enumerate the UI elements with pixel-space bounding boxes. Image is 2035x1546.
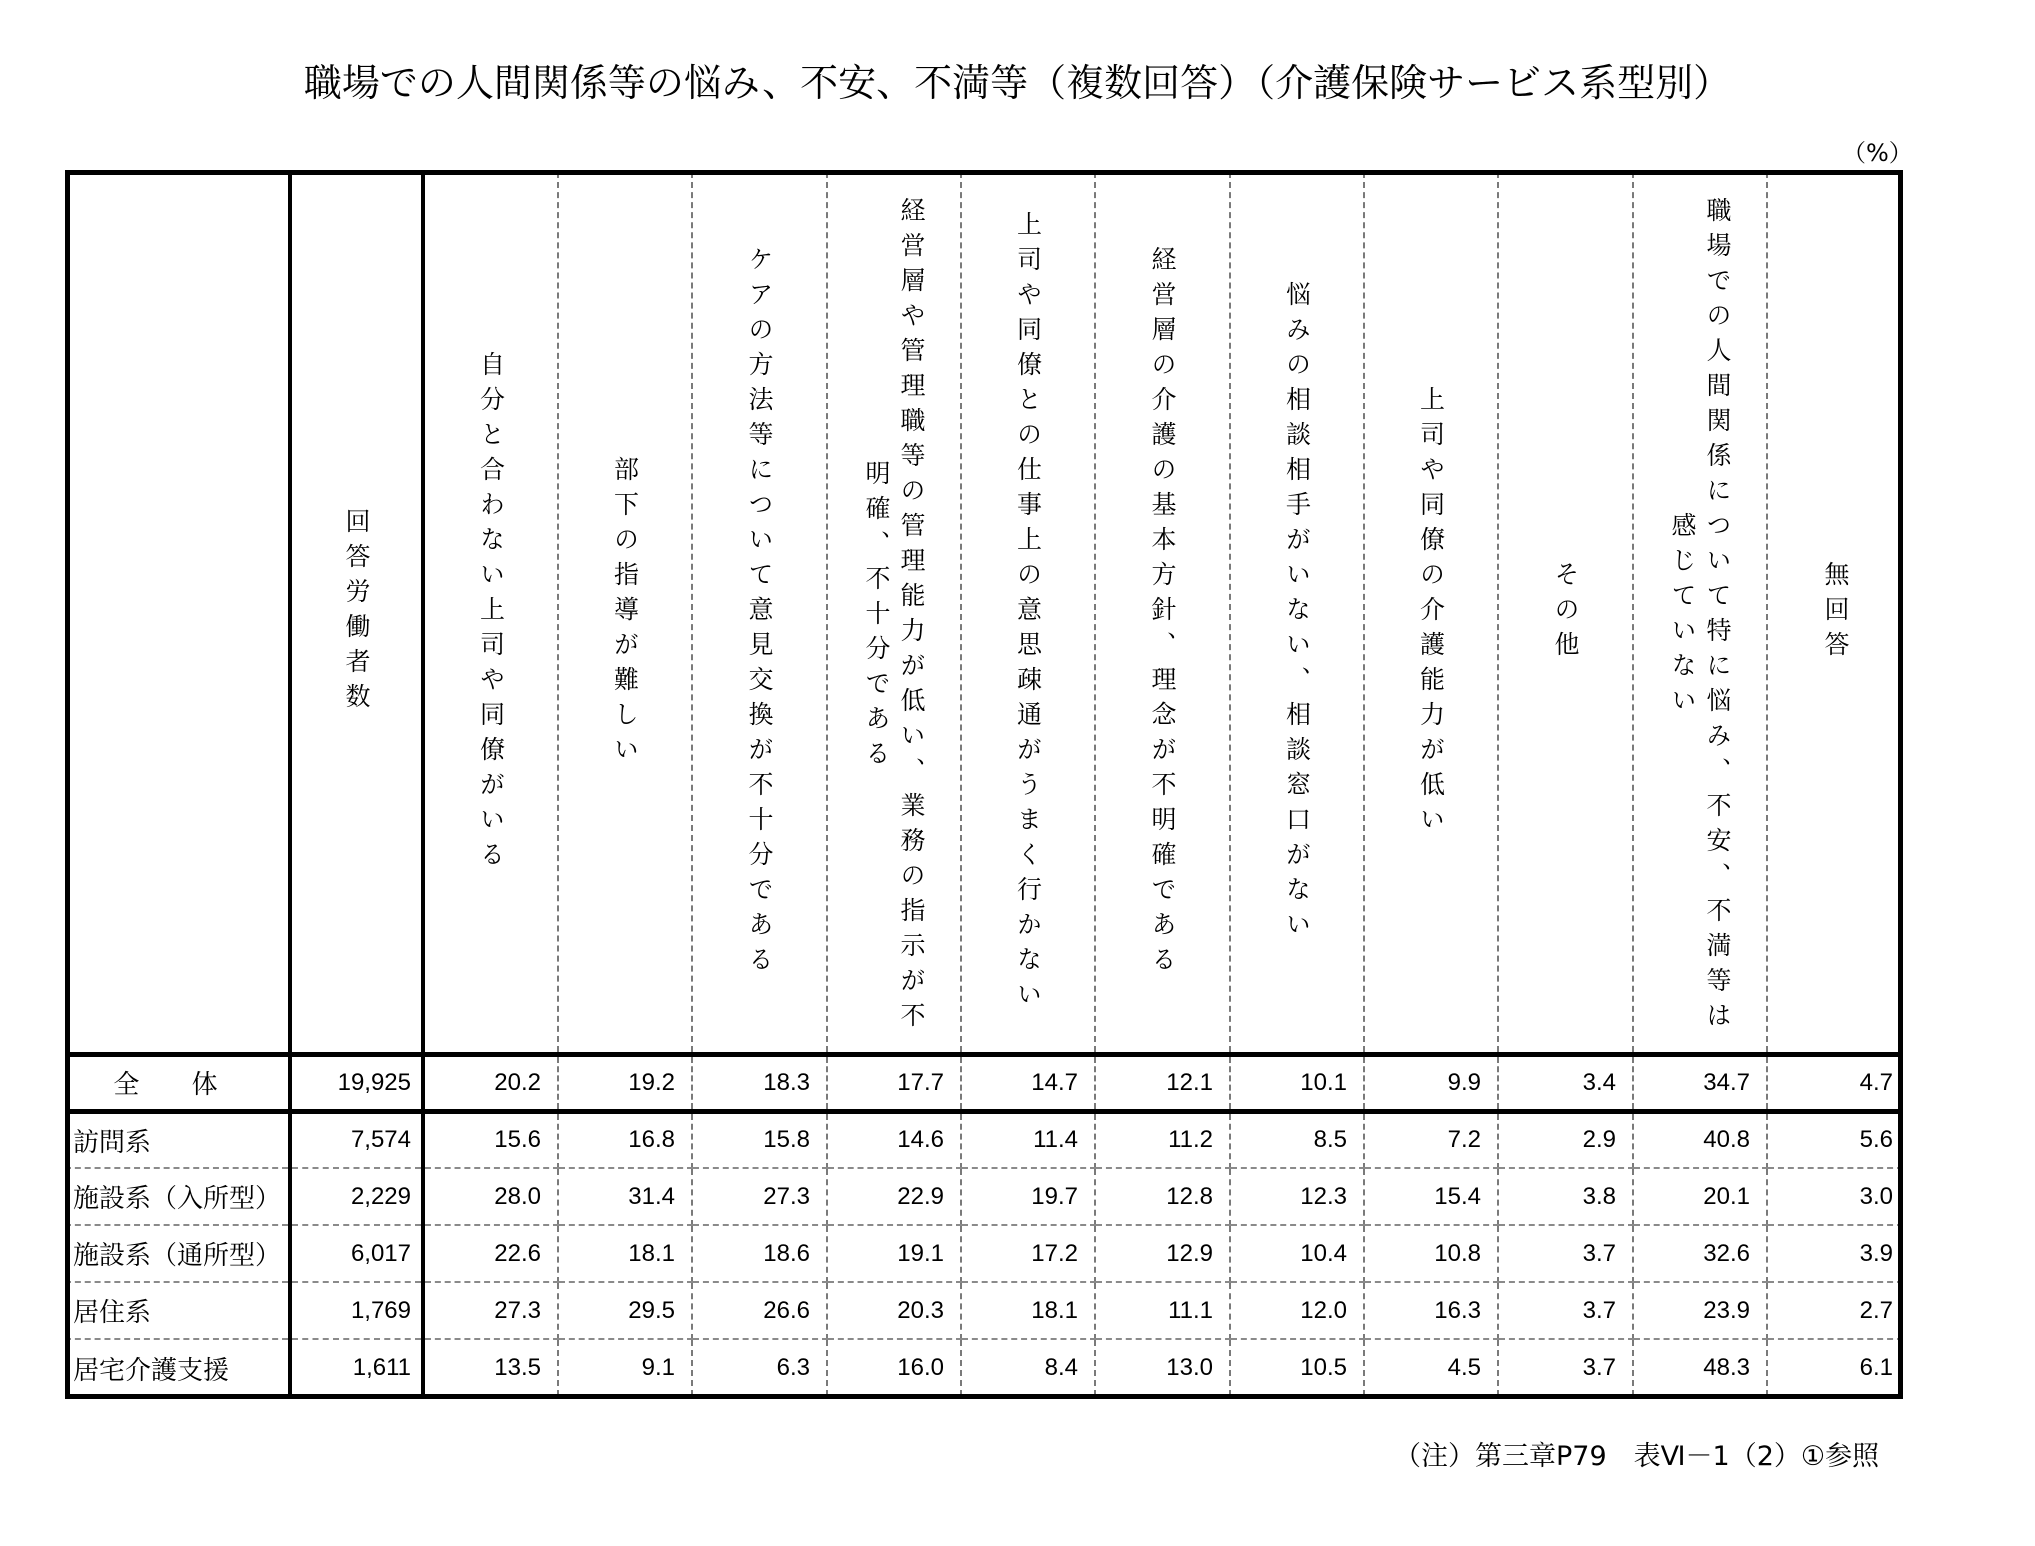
header-col-9: 上司や同僚の介護能力が低い: [1364, 172, 1498, 1054]
header-respondents: 回答労働者数: [290, 172, 423, 1054]
percent-cell: 14.6: [827, 1111, 961, 1168]
row-label: 訪問系: [65, 1111, 290, 1168]
header-row: [65, 172, 1903, 1054]
percent-cell: 16.3: [1364, 1282, 1498, 1339]
percent-cell: 5.6: [1767, 1111, 1903, 1168]
percent-cell: 27.3: [423, 1282, 558, 1339]
percent-cell: 3.4: [1498, 1054, 1633, 1111]
percent-cell: 22.9: [827, 1168, 961, 1225]
percent-cell: 20.3: [827, 1282, 961, 1339]
percent-cell: 3.7: [1498, 1282, 1633, 1339]
percent-cell: 15.4: [1364, 1168, 1498, 1225]
table-title: 職場での人間関係等の悩み、不安、不満等（複数回答）（介護保険サービス系型別）: [303, 61, 1732, 105]
percent-cell: 6.3: [692, 1339, 827, 1396]
percent-cell: 4.7: [1767, 1054, 1903, 1111]
percent-cell: 8.4: [961, 1339, 1095, 1396]
row-label: 居住系: [65, 1282, 290, 1339]
footnote: （注）第三章P79 表Ⅵ－1（2）①参照: [1394, 1441, 1880, 1472]
percent-cell: 2.9: [1498, 1111, 1633, 1168]
header-col-4: ケアの方法等について意見交換が不十分である: [692, 172, 827, 1054]
percent-cell: 12.9: [1095, 1225, 1230, 1282]
respondent-count-cell: 2,229: [290, 1168, 423, 1225]
percent-cell: 18.1: [558, 1225, 692, 1282]
percent-cell: 34.7: [1633, 1054, 1767, 1111]
percent-cell: 16.0: [827, 1339, 961, 1396]
percent-cell: 15.8: [692, 1111, 827, 1168]
header-col-7: 経営層の介護の基本方針、理念が不明確である: [1095, 172, 1230, 1054]
percent-cell: 48.3: [1633, 1339, 1767, 1396]
header-col-10: その他: [1498, 172, 1633, 1054]
percent-cell: 17.7: [827, 1054, 961, 1111]
header-col-2: 自分と合わない上司や同僚がいる: [423, 172, 558, 1054]
percent-cell: 10.4: [1230, 1225, 1364, 1282]
percent-cell: 14.7: [961, 1054, 1095, 1111]
row-label: 施設系（入所型）: [65, 1168, 290, 1225]
percent-cell: 19.2: [558, 1054, 692, 1111]
row-label: 居宅介護支援: [65, 1339, 290, 1396]
table-row: [65, 1168, 1903, 1225]
percent-cell: 7.2: [1364, 1111, 1498, 1168]
table-row: [65, 1111, 1903, 1168]
percent-cell: 10.5: [1230, 1339, 1364, 1396]
table-row: [65, 1339, 1903, 1396]
percent-cell: 4.5: [1364, 1339, 1498, 1396]
percent-cell: 2.7: [1767, 1282, 1903, 1339]
header-col-12: 無回答: [1767, 172, 1903, 1054]
percent-cell: 11.1: [1095, 1282, 1230, 1339]
percent-cell: 10.1: [1230, 1054, 1364, 1111]
percent-cell: 9.1: [558, 1339, 692, 1396]
table-row: [65, 1282, 1903, 1339]
table-row: [65, 1225, 1903, 1282]
percent-cell: 18.3: [692, 1054, 827, 1111]
respondent-count-cell: 6,017: [290, 1225, 423, 1282]
percent-cell: 11.2: [1095, 1111, 1230, 1168]
percent-cell: 12.1: [1095, 1054, 1230, 1111]
percent-cell: 20.1: [1633, 1168, 1767, 1225]
row-label: 施設系（通所型）: [65, 1225, 290, 1282]
percent-cell: 26.6: [692, 1282, 827, 1339]
header-col-5: 経営層や管理職等の管理能力が低い、業務の指示が不明確、不十分である: [827, 172, 961, 1054]
percent-cell: 19.1: [827, 1225, 961, 1282]
percent-cell: 18.6: [692, 1225, 827, 1282]
percent-cell: 8.5: [1230, 1111, 1364, 1168]
respondent-count-cell: 19,925: [290, 1054, 423, 1111]
table-row-total: [65, 1054, 1903, 1111]
survey-table: [65, 172, 1903, 1396]
header-col-3: 部下の指導が難しい: [558, 172, 692, 1054]
percent-cell: 20.2: [423, 1054, 558, 1111]
percent-cell: 13.0: [1095, 1339, 1230, 1396]
percent-cell: 9.9: [1364, 1054, 1498, 1111]
percent-cell: 27.3: [692, 1168, 827, 1225]
header-col-11: 職場での人間関係について特に悩み、不安、不満等は感じていない: [1633, 172, 1767, 1054]
percent-cell: 29.5: [558, 1282, 692, 1339]
percent-cell: 12.8: [1095, 1168, 1230, 1225]
percent-cell: 12.0: [1230, 1282, 1364, 1339]
header-col-8: 悩みの相談相手がいない、相談窓口がない: [1230, 172, 1364, 1054]
respondent-count-cell: 1,769: [290, 1282, 423, 1339]
percent-cell: 3.7: [1498, 1225, 1633, 1282]
header-corner: [65, 172, 290, 1054]
respondent-count-cell: 1,611: [290, 1339, 423, 1396]
percent-cell: 23.9: [1633, 1282, 1767, 1339]
percent-cell: 28.0: [423, 1168, 558, 1225]
percent-cell: 15.6: [423, 1111, 558, 1168]
percent-cell: 18.1: [961, 1282, 1095, 1339]
percent-cell: 3.7: [1498, 1339, 1633, 1396]
respondent-count-cell: 7,574: [290, 1111, 423, 1168]
percent-cell: 32.6: [1633, 1225, 1767, 1282]
percent-cell: 6.1: [1859, 1354, 1893, 1381]
percent-cell: 3.0: [1767, 1168, 1903, 1225]
percent-cell: 31.4: [558, 1168, 692, 1225]
percent-cell: 22.6: [423, 1225, 558, 1282]
percent-cell: 10.8: [1364, 1225, 1498, 1282]
percent-cell: 12.3: [1230, 1168, 1364, 1225]
percent-cell: 17.2: [961, 1225, 1095, 1282]
percent-cell: 16.8: [558, 1111, 692, 1168]
percent-cell: 40.8: [1633, 1111, 1767, 1168]
percent-cell: 13.5: [423, 1339, 558, 1396]
unit-label: （%）: [1842, 139, 1913, 167]
header-col-6: 上司や同僚との仕事上の意思疎通がうまく行かない: [961, 172, 1095, 1054]
percent-cell: 3.9: [1767, 1225, 1903, 1282]
row-label: 全 体: [65, 1054, 290, 1111]
percent-cell: 3.8: [1498, 1168, 1633, 1225]
percent-cell: 19.7: [961, 1168, 1095, 1225]
percent-cell: 11.4: [961, 1111, 1095, 1168]
